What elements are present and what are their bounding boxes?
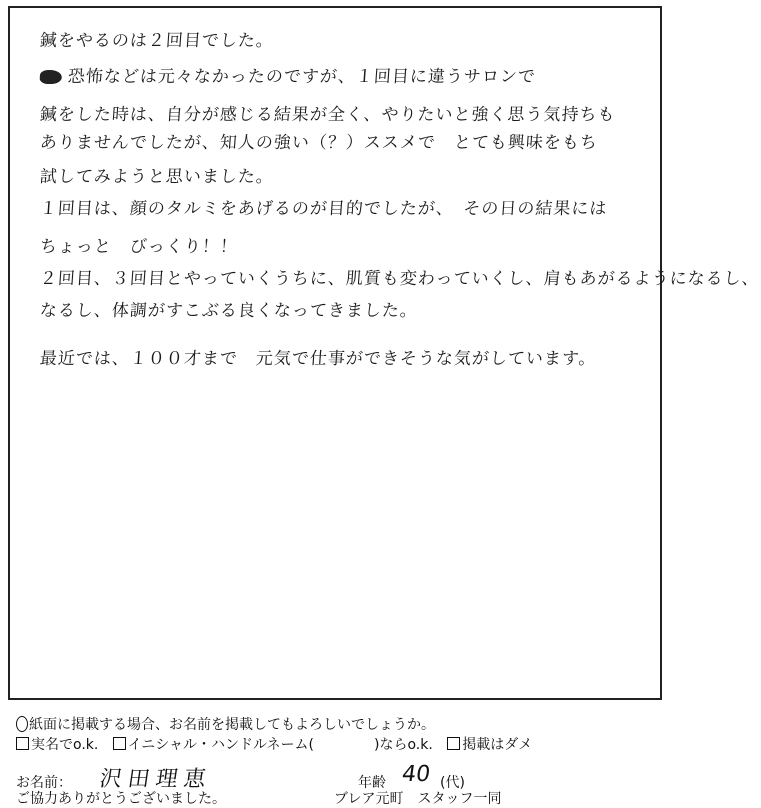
age-value: 40 xyxy=(400,762,432,787)
consent-form xyxy=(0,700,670,807)
option-no[interactable]: 掲載はダメ xyxy=(447,737,532,753)
age-label: 年齢 xyxy=(358,775,386,791)
handwritten-line: 鍼をやるのは２回目でした。 xyxy=(39,31,275,51)
handwritten-line: １回目は、顔のタルミをあげるのが目的でしたが、 その日の結果には xyxy=(39,199,609,219)
circle-mark-icon xyxy=(16,716,28,732)
checkbox-icon[interactable] xyxy=(447,737,460,750)
handwritten-line: ありませんでしたが、知人の強い（？）ススメで とても興味をもち xyxy=(39,133,599,153)
option-initial[interactable]: イニシャル・ハンドルネーム( )ならo.k. xyxy=(113,737,433,753)
consent-options xyxy=(16,734,542,754)
handwritten-line: 鍼をした時は、自分が感じる結果が全く、やりたいと強く思う気持ちも xyxy=(39,105,617,125)
handwritten-frame xyxy=(8,6,761,700)
checkbox-icon[interactable] xyxy=(113,737,126,750)
handwritten-line: ちょっと びっくり！！ xyxy=(39,237,239,257)
age-unit: (代) xyxy=(440,775,465,791)
handwritten-line: 恐怖などは元々なかったのですが、１回目に違うサロンで xyxy=(39,62,651,87)
scribble-mark xyxy=(39,70,62,84)
option-realname[interactable]: 実名でo.k. xyxy=(16,737,98,753)
handwritten-line: なるし、体調がすこぶる良くなってきました。 xyxy=(39,301,419,321)
name-label: お名前： xyxy=(16,775,72,791)
name-value: 沢田理恵 xyxy=(97,767,214,792)
thanks-text: ご協力ありがとうございました。 xyxy=(16,791,226,807)
shop-name: ブレア元町 スタッフ一同 xyxy=(334,791,502,807)
handwritten-line: ２回目、３回目とやっていくうちに、肌質も変わっていくし、肩もあがるようになるし、 xyxy=(39,269,761,289)
handwritten-line: 最近では、１００才まで 元気で仕事ができそうな気がしています。 xyxy=(39,349,598,369)
consent-question: 紙面に掲載する場合、お名前を掲載してもよろしいでしょうか。 xyxy=(16,714,435,734)
checkbox-icon[interactable] xyxy=(16,737,29,750)
handwritten-line: 試してみようと思いました。 xyxy=(39,167,275,187)
